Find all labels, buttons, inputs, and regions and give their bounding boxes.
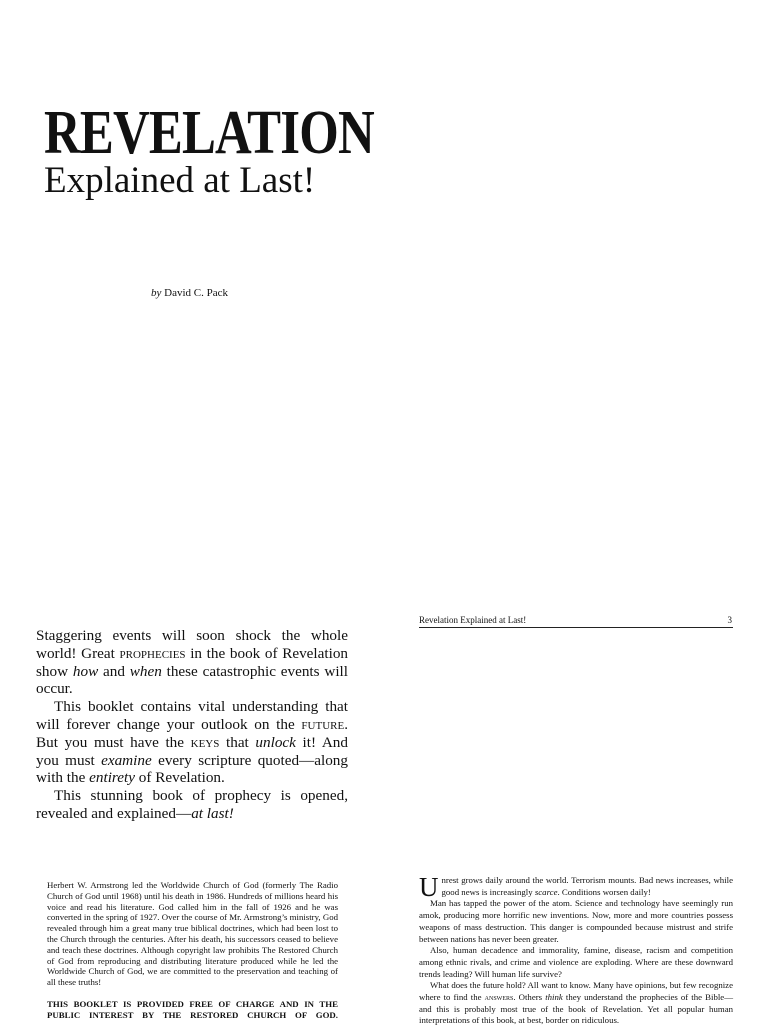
body-paragraph-1: Unrest grows daily around the world. Terrorism mounts. Bad news increases, while good news is increasingly scarce. Conditions worsen daily! [419,872,733,902]
body-paragraph-3: Also, human decadence and immorality, famine, disease, racism and competition among ethnic rivals, and crime and violence are exploding. Where are these downward trends leading? Will human life survive? [419,945,733,979]
title-main: REVELATION [44,99,374,167]
title-subtitle: Explained at Last! [44,160,316,201]
back-blurb [36,627,348,823]
publisher-notice [47,880,338,1021]
body-paragraph-4: What does the future hold? All want to know. Many have opinions, but few recognize where to find the answers. Others think they understand the prophecies of the Bible—and this is probably most true of the book of Revelation. Yet all popular human interpretations of this book, at best, border on ridiculous. [419,980,734,1026]
page3-body [419,872,734,1027]
byline [151,287,228,299]
notice-free-of-charge: THIS BOOKLET IS PROVIDED FREE OF CHARGE AND IN THE PUBLIC INTEREST BY THE RESTORED CHURCH OF GOD. [47,998,338,1020]
drop-cap: U [419,872,439,902]
running-head [419,615,733,628]
author-name: David C. Pack [164,287,228,299]
blurb-paragraph-1: Staggering events will soon shock the whole world! Great prophecies in the book of Revelation show how and when these catastrophic events will occur. [36,627,349,698]
page-number: 3 [727,615,732,625]
blurb-paragraph-2: This booklet contains vital understanding that will forever change your outlook on the future. But you must have the keys that unlock it! And you must examine every scripture quoted—along with the entirety of Revelation. [36,698,348,787]
blurb-paragraph-3: This stunning book of prophecy is opened, revealed and explained—at last! [36,787,348,822]
running-head-title: Revelation Explained at Last! [419,615,527,625]
notice-history: Herbert W. Armstrong led the Worldwide Church of God (formerly The Radio Church of God until 1968) until his death in 1986. Hundreds of millions heard his voice and read his literature. God called him in the fall of 1926 and he was converted in the spring of 1927. Over the course of Mr. Armstrong’s ministry, God revealed through him a great many true biblical doctrines, which had been lost to the Church through the centuries. After his death, his successors ceased to believe and teach these doctrines. Although copyright law prohibits The Restored Church of God from reproducing and distributing literature produced while he led the Worldwide Church of God, we are committed to the preservation and teaching of all these truths! [47,880,338,988]
body-paragraph-2: Man has tapped the power of the atom. Science and technology have seemingly run amok, producing more horrific new inventions. Now, more and more countries possess weapons of mass destruction. This danger is compounded because mistrust and strife between nations has never been greater. [419,898,733,944]
byline-prefix: by [151,287,162,299]
